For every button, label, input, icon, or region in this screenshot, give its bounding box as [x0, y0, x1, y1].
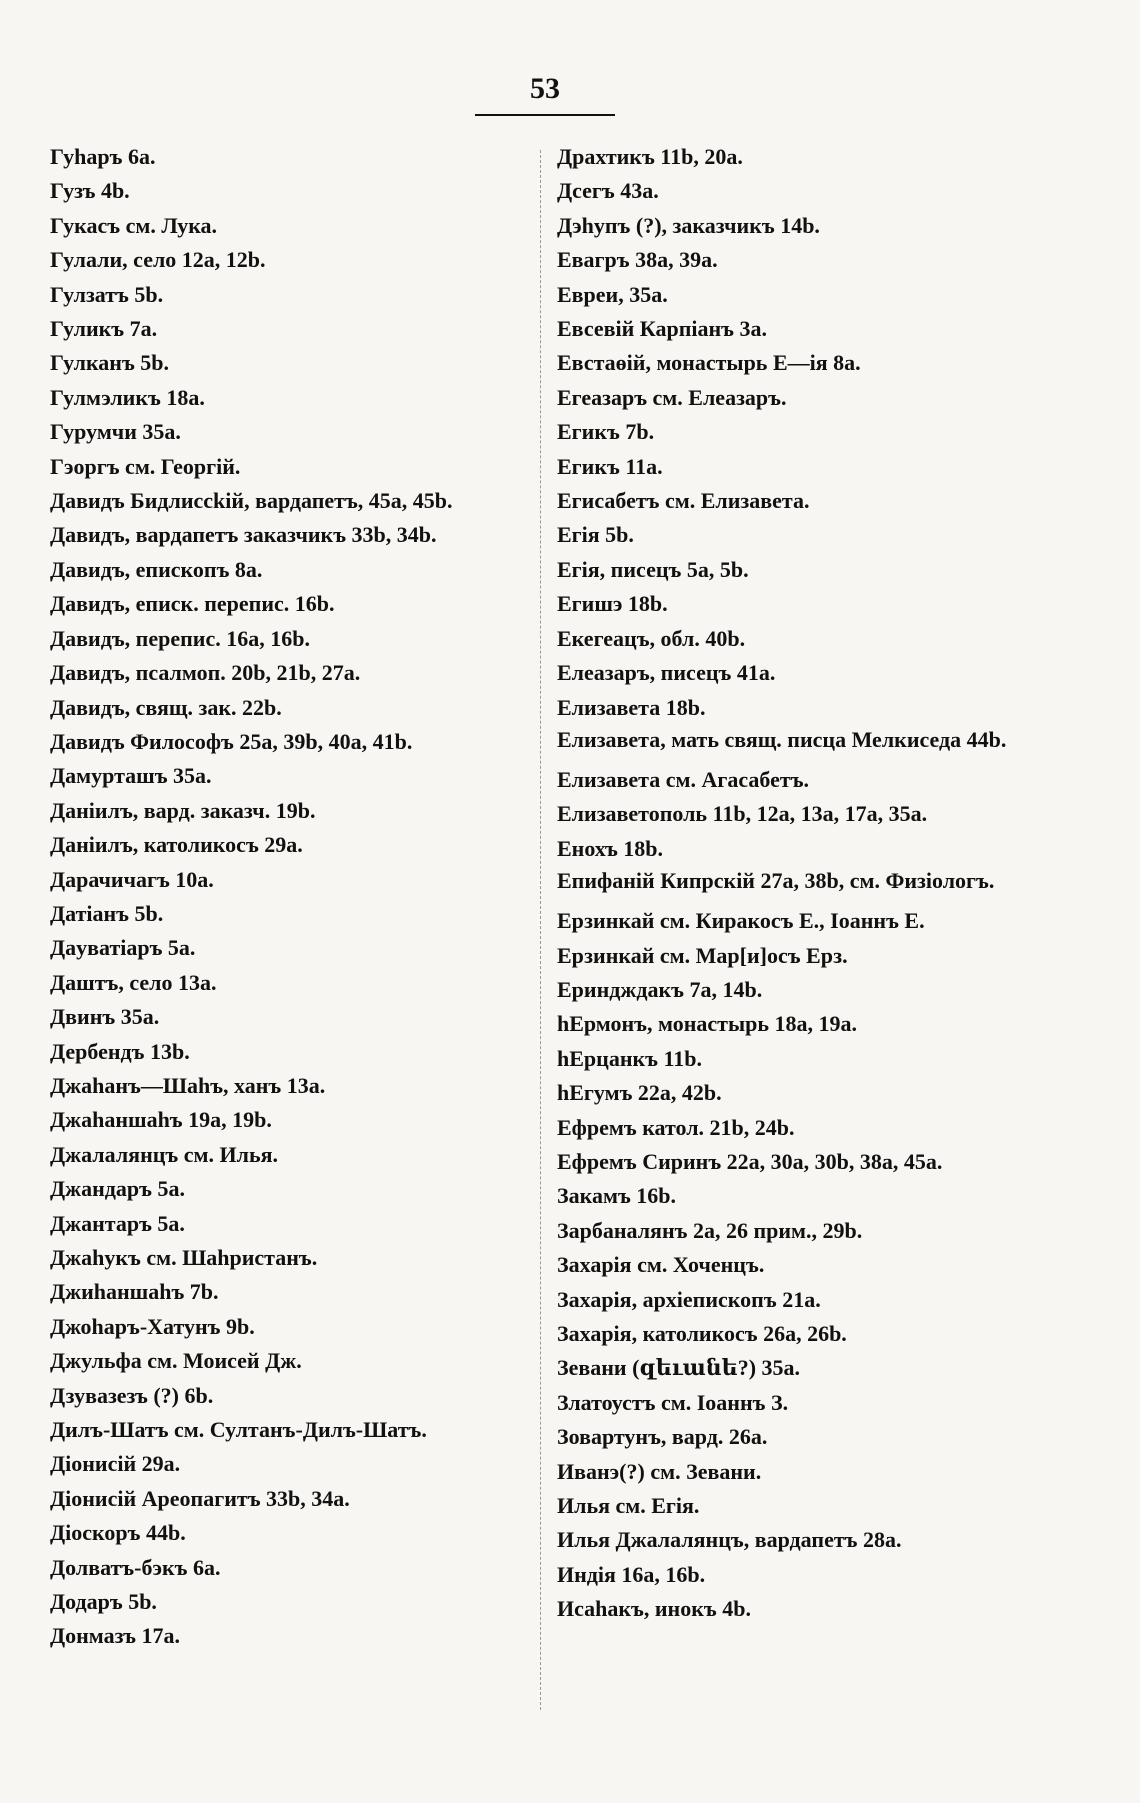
index-entry: Гулмэликъ 18a. [50, 384, 205, 410]
index-entry: Ериндждакъ 7a, 14b. [557, 976, 763, 1002]
index-entry: Дербендъ 13b. [50, 1038, 190, 1064]
index-entry: Гулали, село 12a, 12b. [50, 247, 266, 273]
index-entry: Давидъ, епископъ 8a. [50, 556, 263, 582]
index-entry: Джаhаншаhъ 19a, 19b. [50, 1107, 272, 1133]
index-entry: Дарачичагъ 10a. [50, 866, 214, 892]
index-entry: Двинъ 35a. [50, 1004, 160, 1030]
index-entry: Елизавета, мать свящ. писца Мелкиседа 44b. [557, 726, 1007, 752]
index-entry: Гулканъ 5b. [50, 350, 170, 376]
index-entry: Илья см. Егія. [557, 1493, 700, 1519]
index-entry: Джиhаншаhъ 7b. [50, 1279, 219, 1305]
index-entry: Дсегъ 43a. [557, 178, 659, 204]
index-entry: Гэоргъ см. Георгій. [50, 453, 241, 479]
index-entry: Донмазъ 17a. [50, 1623, 180, 1649]
index-entry: Евагръ 38a, 39a. [557, 247, 718, 273]
index-entry: Джоhаръ-Хатунъ 9b. [50, 1313, 255, 1339]
index-column-left [50, 140, 530, 1654]
index-entry: Давидъ Философъ 25a, 39b, 40a, 41b. [50, 728, 413, 754]
index-entry: Додаръ 5b. [50, 1589, 157, 1615]
index-entry: hЕрцанкъ 11b. [557, 1045, 703, 1071]
index-entry: Долватъ-бэкъ 6a. [50, 1554, 221, 1580]
index-entry: Илья Джалалянцъ, вардапетъ 28a. [557, 1527, 902, 1553]
index-entry: Давидъ Бидлиссkій, вардапетъ, 45a, 45b. [50, 488, 453, 514]
index-entry: Зевани (զեւանե?) 35a. [557, 1355, 801, 1381]
index-entry: Гулзатъ 5b. [50, 281, 164, 307]
index-entry: Дилъ-Шатъ см. Султанъ-Дилъ-Шатъ. [50, 1417, 427, 1443]
index-entry: Ефремъ Сиринъ 22a, 30a, 30b, 38a, 45a. [557, 1148, 943, 1174]
index-entry: Елизаветополь 11b, 12a, 13a, 17a, 35a. [557, 801, 928, 827]
index-entry: Исаhакъ, инокъ 4b. [557, 1596, 751, 1622]
index-entry: Дзувазезъ (?) 6b. [50, 1382, 214, 1408]
index-entry: Гурумчи 35a. [50, 419, 181, 445]
index-entry: Гуhаръ 6a. [50, 144, 156, 169]
index-entry: Егишэ 18b. [557, 591, 668, 617]
index-entry: Діоскоръ 44b. [50, 1520, 186, 1546]
index-entry: Давидъ, еписк. перепис. 16b. [50, 591, 335, 617]
index-entry: Евреи, 35a. [557, 281, 668, 307]
index-entry: Джалалянцъ см. Илья. [50, 1141, 278, 1167]
index-entry: Егія 5b. [557, 522, 634, 548]
index-entry: Екегеацъ, обл. 40b. [557, 625, 746, 651]
page-number-rule [475, 114, 615, 116]
index-entry: Даyватіаръ 5a. [50, 935, 196, 961]
index-entry: Епифаній Кипрскій 27a, 38b, см. Физіологъ. [557, 868, 995, 894]
index-entry: Егисабетъ см. Елизавета. [557, 488, 810, 514]
index-column-right [557, 140, 1077, 1627]
index-entry: Захарія, католикосъ 26a, 26b. [557, 1321, 847, 1346]
index-entry: Елизавета см. Агасабетъ. [557, 766, 810, 792]
index-entry: hЕрмонъ, монастырь 18a, 19a. [557, 1011, 857, 1037]
index-entry: Дамурташъ 35a. [50, 763, 212, 789]
index-entry: Даштъ, село 13a. [50, 969, 217, 995]
index-entry: Егія, писецъ 5a, 5b. [557, 556, 749, 582]
index-entry: Захарія см. Хоченцъ. [557, 1252, 765, 1278]
index-entry: Гузъ 4b. [50, 178, 130, 204]
index-entry: Ерзинкай см. Мар[и]осъ Ерз. [557, 942, 848, 968]
index-entry: Дэhупъ (?), заказчикъ 14b. [557, 212, 820, 238]
index-entry: Датіанъ 5b. [50, 900, 164, 926]
index-entry: Елеазаръ, писецъ 41a. [557, 660, 776, 686]
index-entry: Джаhукъ см. Шаhристанъ. [50, 1245, 318, 1270]
index-entry: Давидъ, псалмоп. 20b, 21b, 27a. [50, 660, 361, 686]
column-divider [540, 150, 541, 1710]
index-entry: hЕгумъ 22a, 42b. [557, 1080, 722, 1106]
index-entry: Давидъ, вардапетъ заказчикъ 33b, 34b. [50, 522, 437, 548]
index-entry: Джульфа см. Моисей Дж. [50, 1348, 302, 1374]
index-entry: Даніилъ, вард. заказч. 19b. [50, 797, 316, 823]
index-entry: Давидъ, свящ. зак. 22b. [50, 694, 282, 720]
index-entry: Діонисій Ареопагитъ 33b, 34a. [50, 1485, 350, 1511]
index-entry: Джаhанъ—Шаhъ, ханъ 13a. [50, 1072, 326, 1098]
index-entry: Златоустъ см. Іоаннъ З. [557, 1389, 789, 1415]
index-entry: Давидъ, перепис. 16a, 16b. [50, 625, 310, 651]
index-entry: Ефремъ катол. 21b, 24b. [557, 1114, 795, 1140]
index-entry: Даніилъ, католикосъ 29a. [50, 832, 303, 858]
index-entry: Ерзинкай см. Киракосъ Е., Іоаннъ Е. [557, 908, 925, 934]
index-entry: Егикъ 7b. [557, 419, 655, 445]
index-entry: Гукасъ см. Лука. [50, 212, 218, 238]
index-entry: Закамъ 16b. [557, 1183, 677, 1209]
index-entry: Евстаөій, монастырь Е—ія 8a. [557, 350, 861, 376]
index-entry: Джантаръ 5a. [50, 1210, 185, 1236]
index-entry: Индія 16a, 16b. [557, 1561, 706, 1587]
page-number: 53 [530, 72, 560, 105]
index-entry: Захарія, архіепископъ 21a. [557, 1286, 821, 1312]
index-entry: Енохъ 18b. [557, 835, 664, 861]
index-entry: Егеазаръ см. Елеазаръ. [557, 384, 787, 410]
index-entry: Елизавета 18b. [557, 694, 706, 720]
index-entry: Діонисій 29a. [50, 1451, 181, 1477]
index-entry: Евсевій Карпіанъ 3a. [557, 316, 767, 342]
index-entry: Драхтикъ 11b, 20a. [557, 144, 743, 169]
index-entry: Гуликъ 7a. [50, 316, 158, 342]
index-entry: Зовартунъ, вард. 26a. [557, 1424, 768, 1450]
index-entry: Зарбаналянъ 2a, 26 прим., 29b. [557, 1217, 863, 1243]
index-entry: Джандаръ 5a. [50, 1176, 185, 1202]
index-entry: Егикъ 11a. [557, 453, 663, 479]
index-entry: Иванэ(?) см. Зевани. [557, 1458, 762, 1484]
